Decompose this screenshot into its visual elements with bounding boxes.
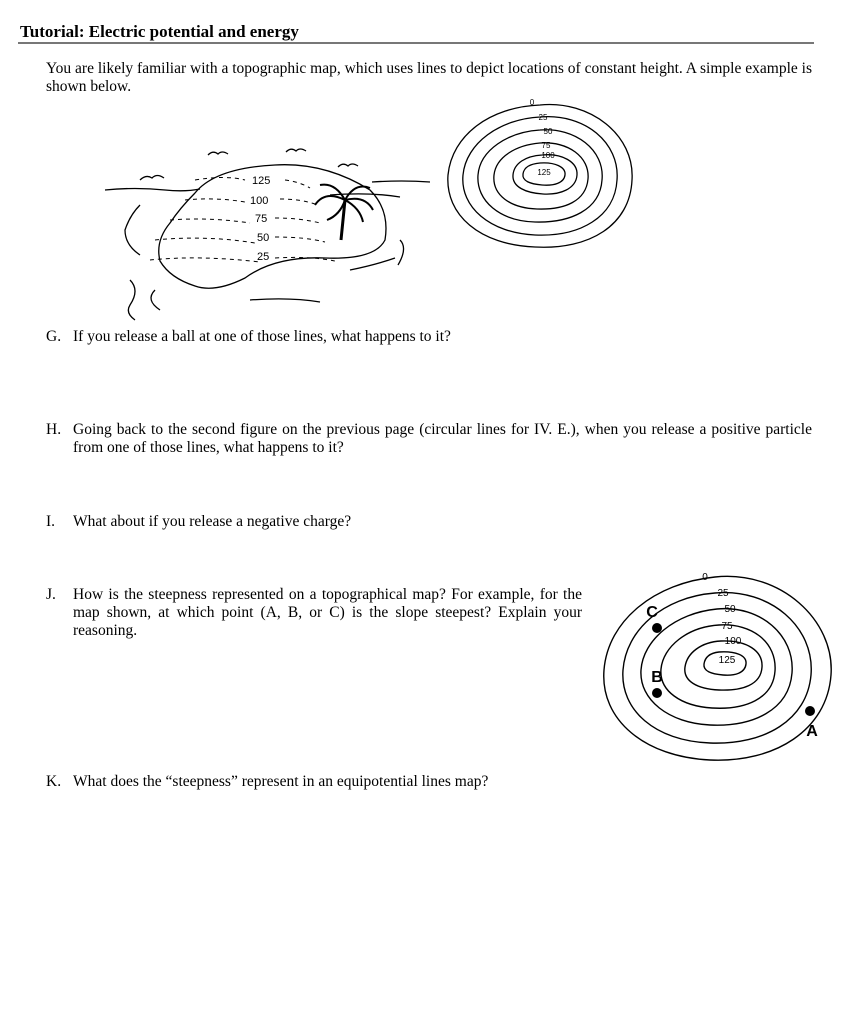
point-b-dot [652,688,662,698]
title-underline [18,42,814,44]
map1-label-125: 125 [537,168,551,177]
question-i-letter: I. [46,513,56,530]
island-label-50: 50 [257,232,270,244]
point-c-label: C [646,604,658,621]
question-j-text: How is the steepness represented on a topographical map? For example, for the map shown, at which point (A, B, or C) is the slope steepest? Explain your reasoning. [73,586,582,639]
map1-label-0: 0 [529,98,535,107]
question-g-letter: G. [46,328,62,345]
map2-label-50: 50 [724,604,736,615]
contour-map-top [440,95,640,255]
map1-label-50: 50 [543,127,553,136]
map2-label-75: 75 [721,621,733,632]
map2-label-0: 0 [702,572,708,583]
contour-map-points [595,565,845,770]
map1-label-75: 75 [541,141,551,150]
point-b-label: B [651,669,663,686]
map1-label-100: 100 [541,151,555,160]
point-c-dot [652,623,662,633]
map2-label-100: 100 [724,636,742,647]
question-j-letter: J. [46,586,56,603]
question-h-text: Going back to the second figure on the previous page (circular lines for IV. E.), when you release a positive particle from one of those lines, what happens to it? [73,421,812,456]
island-label-100: 100 [250,195,269,207]
point-a-label: A [806,723,818,740]
map2-label-125: 125 [718,655,736,666]
question-i-text: What about if you release a negative charge? [73,513,352,530]
question-k-letter: K. [46,773,62,790]
question-h-letter: H. [46,421,62,438]
intro-paragraph: You are likely familiar with a topographic map, which uses lines to depict locations of constant height. A simple example is shown below. [46,60,812,95]
point-a-dot [805,706,815,716]
map2-label-25: 25 [717,588,729,599]
island-label-25: 25 [257,251,270,263]
page-title: Tutorial: Electric potential and energy [20,22,299,41]
question-k-text: What does the “steepness” represent in an equipotential lines map? [73,773,489,790]
island-illustration [100,125,440,325]
island-label-125: 125 [252,175,271,187]
map1-label-25: 25 [538,113,548,122]
question-g-text: If you release a ball at one of those lines, what happens to it? [73,328,451,345]
island-label-75: 75 [255,213,268,225]
